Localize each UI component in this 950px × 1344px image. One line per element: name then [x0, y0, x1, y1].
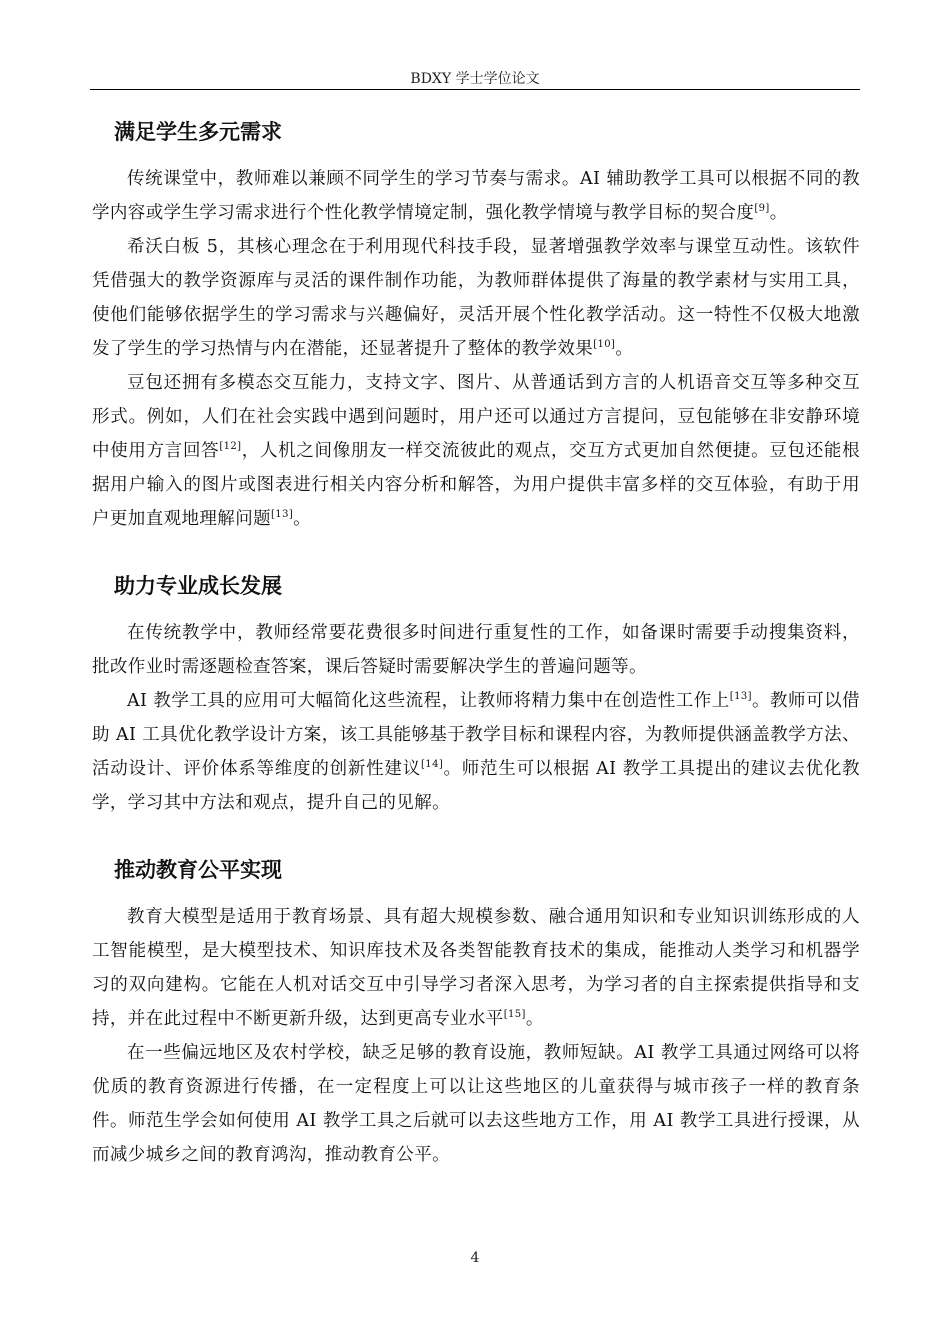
paragraph: 教育大模型是适用于教育场景、具有超大规模参数、融合通用知识和专业知识训练形成的人工智能模型，是大模型技术、知识库技术及各类智能教育技术的集成，能推动人类学习和机器学习的双向建构。它能在人机对话交互中引导学习者深入思考，为学习者的自主探索提供指导和支持，并在此过程中不断更新升级，达到更高专业水平[15]。 [92, 907, 860, 1029]
page-header: BDXY 学士学位论文 [410, 71, 540, 87]
paragraph: 希沃白板 5，其核心理念在于利用现代科技手段，显著增强教学效率与课堂互动性。该软件凭借强大的教学资源库与灵活的课件制作功能，为教师群体提供了海量的教学素材与实用工具，使他们能够依据学生的学习需求与兴趣偏好，灵活开展个性化教学活动。这一特性不仅极大地激发了学生的学习热情与内在潜能，还显著提升了整体的教学效果[10]。 [92, 237, 860, 359]
paragraph: AI 教学工具的应用可大幅简化这些流程，让教师将精力集中在创造性工作上[13]。教师可以借助 AI 工具优化教学设计方案，该工具能够基于教学目标和课程内容，为教师提供涵盖教学方法、活动设计、评价体系等维度的创新性建议[14]。师范生可以根据 AI 教学工具提出的建议去优化教学，学习其中方法和观点，提升自己的见解。 [92, 691, 860, 813]
citation: [9] [754, 203, 770, 215]
paragraph: 豆包还拥有多模态交互能力，支持文字、图片、从普通话到方言的人机语音交互等多种交互形式。例如，人们在社会实践中遇到问题时，用户还可以通过方言提问，豆包能够在非安静环境中使用方言回答[12]，人机之间像朋友一样交流彼此的观点，交互方式更加自然便捷。豆包还能根据用户输入的图片或图表进行相关内容分析和解答，为用户提供丰富多样的交互体验，有助于用户更加直观地理解问题[13]。 [92, 373, 860, 529]
paragraph: 传统课堂中，教师难以兼顾不同学生的学习节奏与需求。AI 辅助教学工具可以根据不同的教学内容或学生学习需求进行个性化教学情境定制，强化教学情境与教学目标的契合度[9]。 [92, 169, 860, 223]
section-title-3: 推动教育公平实现 [114, 858, 282, 882]
header-rule [90, 89, 860, 90]
page-number: 4 [470, 1250, 480, 1266]
citation: [12] [219, 441, 242, 453]
section-title-2: 助力专业成长发展 [114, 574, 282, 598]
citation: [15] [503, 1009, 526, 1021]
section-title-1: 满足学生多元需求 [114, 120, 282, 144]
citation: [10] [593, 339, 616, 351]
citation: [13] [271, 509, 294, 521]
citation: [14] [421, 759, 444, 771]
page-body [92, 112, 860, 1172]
paragraph: 在一些偏远地区及农村学校，缺乏足够的教育设施，教师短缺。AI 教学工具通过网络可以将优质的教育资源进行传播，在一定程度上可以让这些地区的儿童获得与城市孩子一样的教育条件。师范生学会如何使用 AI 教学工具之后就可以去这些地方工作，用 AI 教学工具进行授课，从而减少城乡之间的教育鸿沟，推动教育公平。 [92, 1043, 860, 1165]
paragraph: 在传统教学中，教师经常要花费很多时间进行重复性的工作，如备课时需要手动搜集资料，批改作业时需逐题检查答案，课后答疑时需要解决学生的普遍问题等。 [92, 623, 860, 677]
citation: [13] [729, 691, 752, 703]
